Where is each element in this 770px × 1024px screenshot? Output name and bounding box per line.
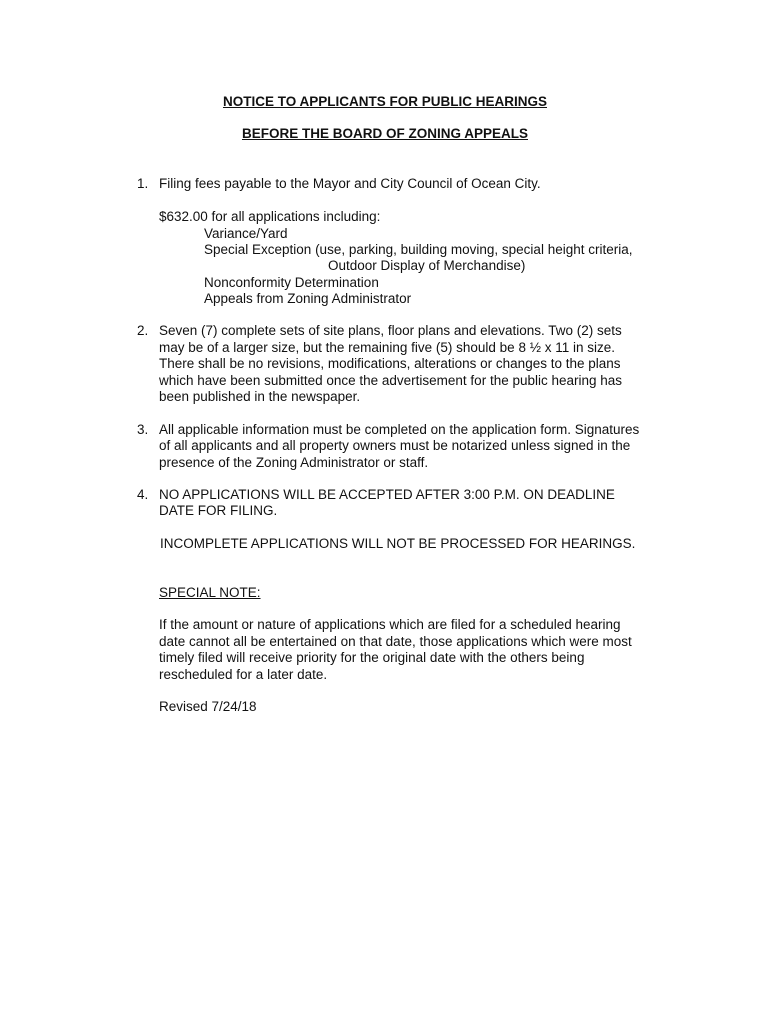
item-1-number: 1. <box>137 176 149 191</box>
item-4-line: NO APPLICATIONS WILL BE ACCEPTED AFTER 3:00 P.M. ON DEADLINE <box>159 487 615 502</box>
fee-item: Special Exception (use, parking, building moving, special height criteria, <box>204 242 633 257</box>
item-3-line: All applicable information must be completed on the application form. Signatures <box>159 422 640 437</box>
revised-date: Revised 7/24/18 <box>159 699 257 714</box>
incomplete-notice: INCOMPLETE APPLICATIONS WILL NOT BE PROCESSED FOR HEARINGS. <box>160 536 636 551</box>
document-title: NOTICE TO APPLICANTS FOR PUBLIC HEARINGS <box>222 94 547 109</box>
item-3-line: presence of the Zoning Administrator or staff. <box>159 455 429 470</box>
item-3-number: 3. <box>137 422 149 437</box>
special-note-line: timely filed will receive priority for the original date with the others being <box>159 650 585 665</box>
fees-intro: $632.00 for all applications including: <box>159 209 381 224</box>
fee-item: Nonconformity Determination <box>204 275 379 290</box>
special-note-heading: SPECIAL NOTE: <box>159 585 261 600</box>
item-2-line: may be of a larger size, but the remaining five (5) should be 8 ½ x 11 in size. <box>159 340 615 355</box>
item-2-line: Seven (7) complete sets of site plans, floor plans and elevations. Two (2) sets <box>159 323 622 338</box>
item-2-line: been published in the newspaper. <box>159 389 361 404</box>
fee-item-continued: Outdoor Display of Merchandise) <box>328 258 526 273</box>
item-4-line: DATE FOR FILING. <box>159 503 278 518</box>
item-2-number: 2. <box>137 323 149 338</box>
fee-item: Variance/Yard <box>204 226 288 241</box>
special-note-line: If the amount or nature of applications which are filed for a scheduled hearing <box>159 617 621 632</box>
item-2-line: There shall be no revisions, modifications, alterations or changes to the plans <box>159 356 621 371</box>
special-note-line: date cannot all be entertained on that date, those applications which were most <box>159 634 632 649</box>
fee-item: Appeals from Zoning Administrator <box>204 291 412 306</box>
item-3-line: of all applicants and all property owners must be notarized unless signed in the <box>159 438 631 453</box>
special-note-line: rescheduled for a later date. <box>159 667 328 682</box>
item-1-line: Filing fees payable to the Mayor and City Council of Ocean City. <box>159 176 541 191</box>
document-subtitle: BEFORE THE BOARD OF ZONING APPEALS <box>241 126 528 141</box>
item-2-line: which have been submitted once the advertisement for the public hearing has <box>159 373 623 388</box>
item-4-number: 4. <box>137 487 149 502</box>
